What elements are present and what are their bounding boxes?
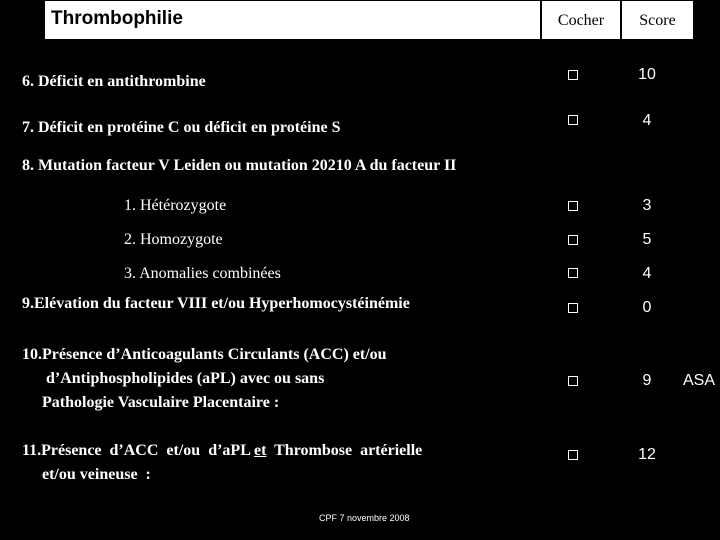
item-label-underlined: et bbox=[253, 442, 267, 459]
checkbox[interactable] bbox=[568, 268, 578, 278]
item-label: 6. Déficit en antithrombine bbox=[22, 73, 206, 90]
score-value: 12 bbox=[638, 446, 656, 463]
item-label-line: Pathologie Vasculaire Placentaire : bbox=[22, 394, 280, 411]
checkbox[interactable] bbox=[568, 115, 578, 125]
cocher-header bbox=[541, 0, 621, 40]
item-label: 9.Elévation du facteur VIII et/ou Hyperhomocystéinémie bbox=[22, 295, 410, 312]
asa-note: ASA bbox=[682, 372, 715, 389]
item-heading: 8. Mutation facteur V Leiden ou mutation 20210 A du facteur II bbox=[22, 157, 457, 174]
checkbox[interactable] bbox=[568, 303, 578, 313]
item-label: 1. Hétérozygote bbox=[124, 197, 227, 214]
score-value: 5 bbox=[642, 231, 652, 248]
score-value: 4 bbox=[642, 265, 652, 282]
item-label-part: Thrombose artérielle bbox=[266, 442, 423, 459]
score-value: 4 bbox=[642, 112, 652, 129]
item-label-line: d’Antiphospholipides (aPL) avec ou sans bbox=[22, 370, 325, 387]
score-value: 10 bbox=[638, 66, 656, 83]
item-label: 7. Déficit en protéine C ou déficit en protéine S bbox=[22, 119, 341, 136]
score-value: 0 bbox=[642, 299, 652, 316]
item-label: 3. Anomalies combinées bbox=[124, 265, 281, 282]
item-label-line bbox=[22, 439, 422, 463]
item-label-line: 10.Présence d’Anticoagulants Circulants (ACC) et/ou bbox=[22, 346, 387, 363]
item-label: 2. Homozygote bbox=[124, 231, 223, 248]
item-label-line: et/ou veineuse : bbox=[22, 466, 151, 483]
title-box bbox=[44, 0, 541, 40]
checkbox[interactable] bbox=[568, 376, 578, 386]
checkbox[interactable] bbox=[568, 201, 578, 211]
score-value: 9 bbox=[642, 372, 652, 389]
footer-text: CPF 7 novembre 2008 bbox=[319, 513, 410, 523]
score-value: 3 bbox=[642, 197, 652, 214]
checkbox[interactable] bbox=[568, 235, 578, 245]
cocher-header-label: Cocher bbox=[557, 12, 605, 29]
item-label-part: 11.Présence d’ACC et/ou d’aPL bbox=[22, 442, 254, 459]
checkbox[interactable] bbox=[568, 70, 578, 80]
page-title: Thrombophilie bbox=[51, 8, 183, 29]
score-header bbox=[621, 0, 694, 40]
score-header-label: Score bbox=[639, 12, 676, 29]
checkbox[interactable] bbox=[568, 450, 578, 460]
